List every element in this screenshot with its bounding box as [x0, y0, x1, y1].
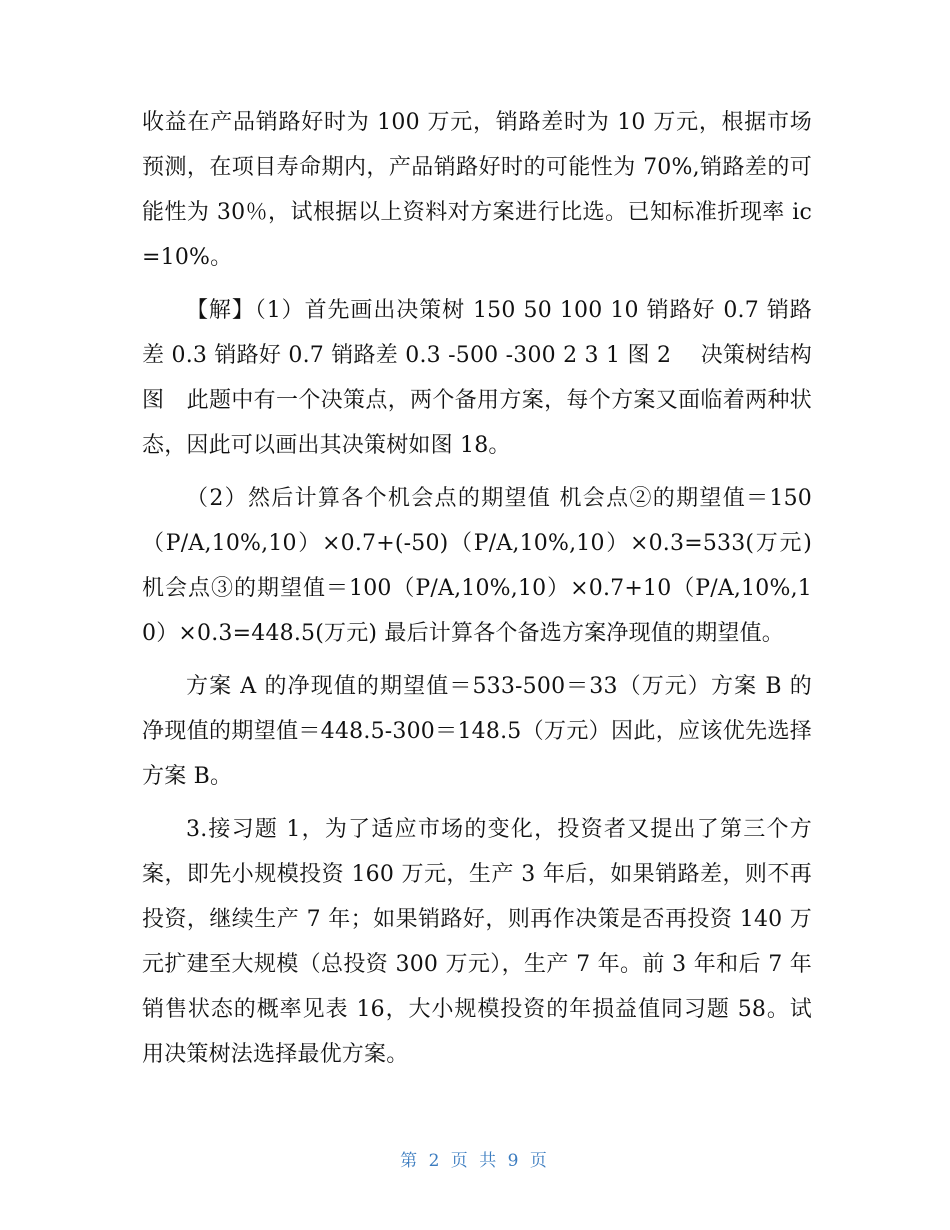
footer-page-number: 2 [428, 1151, 443, 1171]
footer-suffix: 页 [529, 1151, 550, 1171]
document-body [142, 100, 812, 1077]
footer-total-pages: 9 [507, 1151, 522, 1171]
paragraph-solution-step1: 【解】（1）首先画出决策树 150 50 100 10 销路好 0.7 销路差 0.3 销路好 0.7 销路差 0.3 -500 -300 2 3 1 图 2 决策树结构图 此题中有一个决策点，两个备用方案，每个方案又面临着两种状态，因此可以画出其决策树如图 18。 [142, 298, 812, 458]
footer-prefix: 第 [400, 1151, 421, 1171]
paragraph-solution-step2: （2）然后计算各个机会点的期望值 机会点②的期望值＝150（P/A,10%,10）×0.7+(-50)（P/A,10%,10）×0.3=533(万元) 机会点③的期望值＝100（P/A,10%,10）×0.7+10（P/A,10%,10）×0.3=448.5(万元) 最后计算各个备选方案净现值的期望值。 [142, 486, 812, 646]
page-footer [0, 1146, 950, 1171]
paragraph-exercise-3: 3.接习题 1，为了适应市场的变化，投资者又提出了第三个方案，即先小规模投资 160 万元，生产 3 年后，如果销路差，则不再投资，继续生产 7 年；如果销路好，则再作决策是否再投资 140 万元扩建至大规模（总投资 300 万元），生产 7 年。前 3 年和后 7 年销售状态的概率见表 16，大小规模投资的年损益值同习题 58。试用决策树法选择最优方案。 [142, 817, 812, 1067]
paragraph-solution-conclusion: 方案 A 的净现值的期望值＝533-500＝33（万元）方案 B 的净现值的期望值＝448.5-300＝148.5（万元）因此，应该优先选择方案 B。 [142, 674, 812, 789]
paragraph-continuation: 收益在产品销路好时为 100 万元，销路差时为 10 万元，根据市场预测，在项目寿命期内，产品销路好时的可能性为 70%,销路差的可能性为 30％，试根据以上资料对方案进行比选。已知标准折现率 ic=10%。 [142, 110, 812, 270]
footer-middle: 页 共 [450, 1151, 500, 1171]
